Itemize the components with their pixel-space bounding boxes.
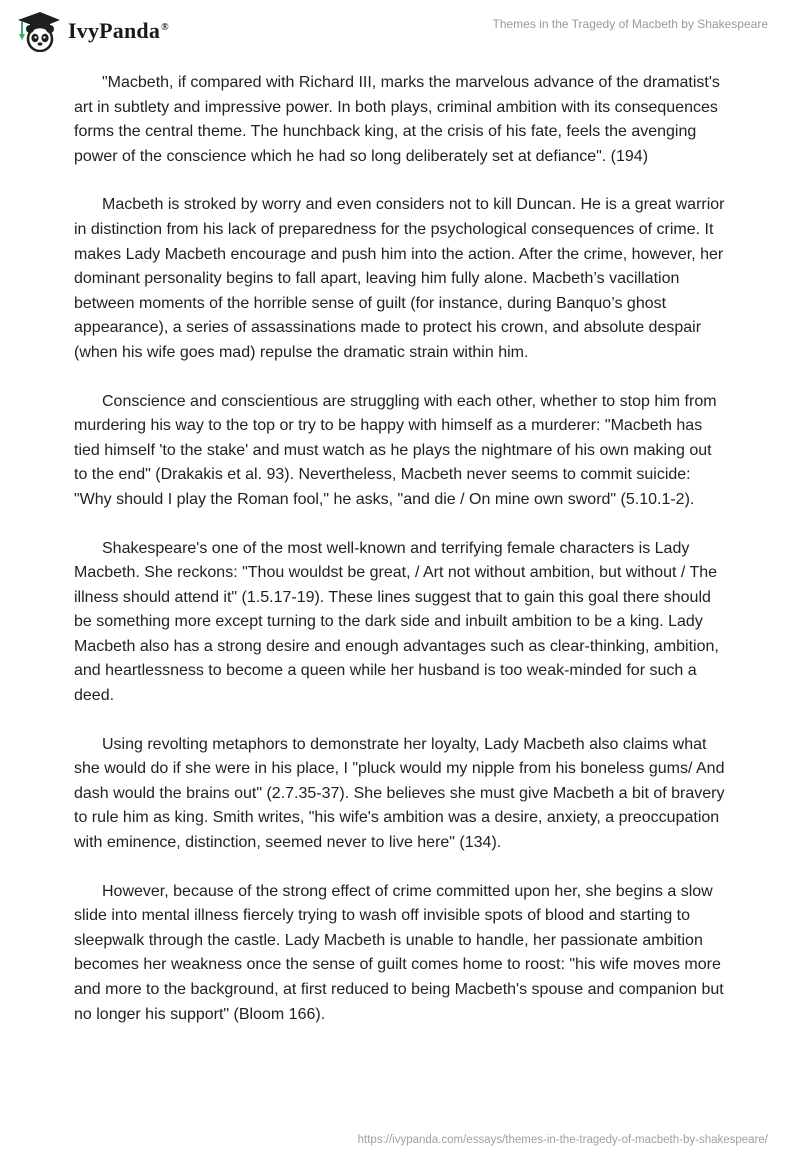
brand-name-text: IvyPanda xyxy=(68,18,161,43)
brand-name xyxy=(68,18,169,44)
document-title: Themes in the Tragedy of Macbeth by Shakespeare xyxy=(492,17,768,31)
panda-graduation-cap-icon xyxy=(14,10,62,52)
page-header xyxy=(0,0,800,60)
paragraph: Shakespeare's one of the most well-known and terrifying female characters is Lady Macbeth. She reckons: "Thou wouldst be great, / Art not without ambition, but without / The illness should attend it" (1.5.17-19). These lines suggest that to gain this goal there should be something more except turning to the dark side and inbuilt ambition to be a king. Lady Macbeth also has a strong desire and enough advantages such as clear-thinking, ambition, and heartlessness to become a queen while her husband is too weak-minded for such a deed. xyxy=(74,539,719,705)
registered-mark: ® xyxy=(161,21,169,33)
paragraph: Using revolting metaphors to demonstrate her loyalty, Lady Macbeth also claims what she would do if she were in his place, I "pluck would my nipple from his boneless gums/ And dash would the brains out" (2.7.35-37). She believes she must give Macbeth a bit of bravery to rule him as king. Smith writes, "his wife's ambition was a desire, anxiety, a preoccupation with eminence, distinction, seemed never to live here" (134). xyxy=(74,735,725,852)
brand-logo[interactable] xyxy=(14,10,169,52)
paragraph: Conscience and conscientious are struggling with each other, whether to stop him from murdering his way to the top or try to be happy with himself as a murderer: "Macbeth has tied himself 'to the stake' and must watch as he plays the nightmare of his own making out to the end" (Drakakis et al. 93). Nevertheless, Macbeth never seems to commit suicide: "Why should I play the Roman fool," he asks, "and die / On mine own sword" (5.10.1-2). xyxy=(74,392,717,508)
source-url-link[interactable]: https://ivypanda.com/essays/themes-in-the-tragedy-of-macbeth-by-shakespeare/ xyxy=(357,1134,768,1146)
paragraph: Macbeth is stroked by worry and even considers not to kill Duncan. He is a great warrior in distinction from his lack of preparedness for the psychological consequences of crime. It makes Lady Macbeth encourage and push him into the action. After the crime, however, her dominant personality begins to fall apart, leaving him fully alone. Macbeth’s vacillation between moments of the horrible sense of guilt (for instance, during Banquo’s ghost appearance), a series of assassinations made to protect his crown, and absolute despair (when his wife goes mad) repulse the dramatic strain within him. xyxy=(74,196,725,361)
paragraph: However, because of the strong effect of crime committed upon her, she begins a slow slide into mental illness fiercely trying to wash off invisible spots of blood and starting to sleepwalk through the castle. Lady Macbeth is unable to handle, her passionate ambition becomes her weakness once the sense of guilt comes home to roost: "his wife moves more and more to the background, at first reduced to being Macbeth's spouse and companion but no longer his support" (Bloom 166). xyxy=(74,882,724,1023)
paragraph: "Macbeth, if compared with Richard III, marks the marvelous advance of the dramatist's art in subtlety and impressive power. In both plays, criminal ambition with its consequences forms the central theme. The hunchback king, at the crisis of his fate, feels the avenging power of the conscience which he had so long deliberately set at defiance". (194) xyxy=(74,74,720,165)
essay-body xyxy=(74,71,728,1051)
